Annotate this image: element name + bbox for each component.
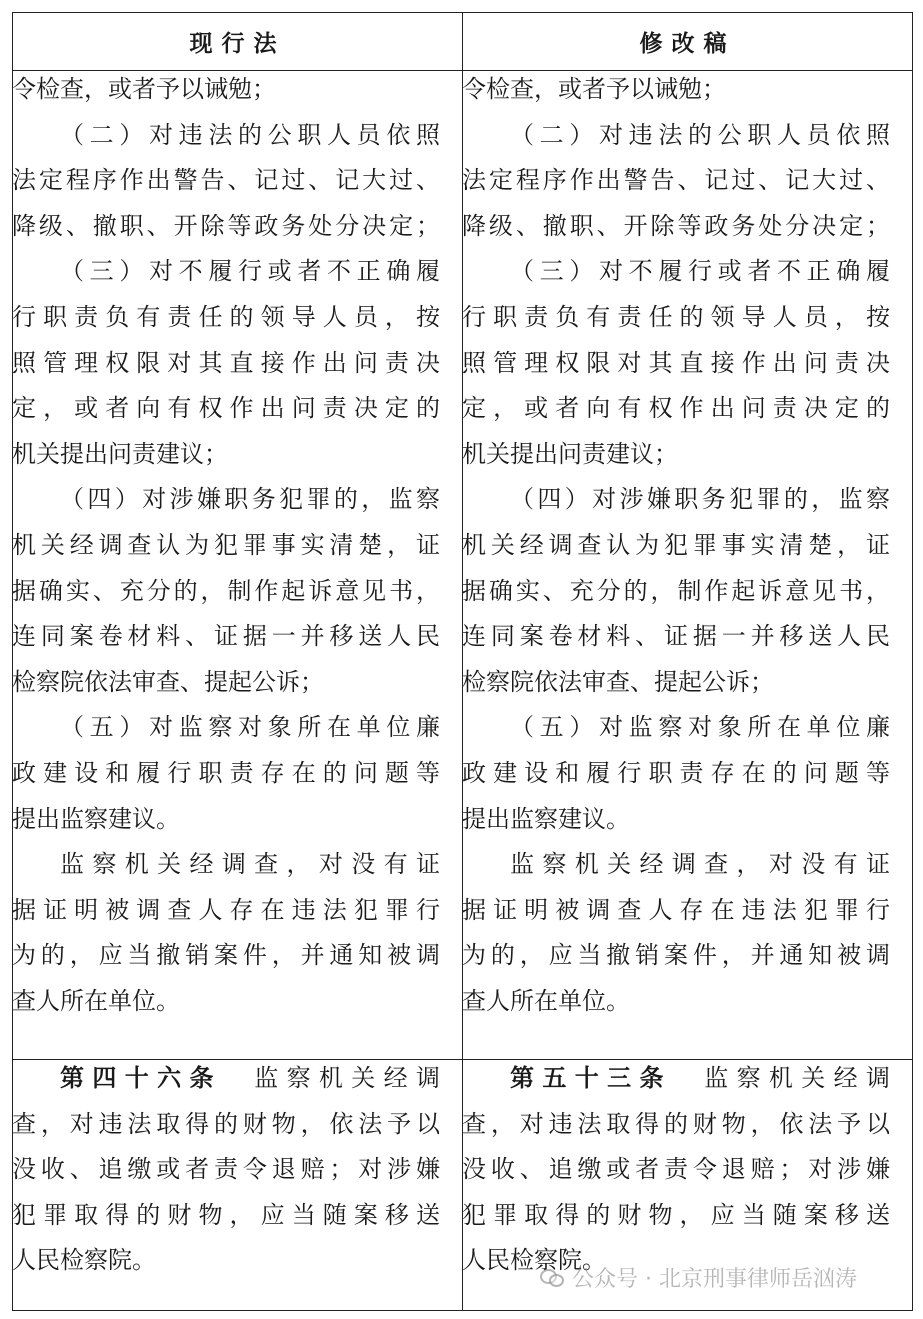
text-line: 机关经调查认为犯罪事实清楚，证 bbox=[12, 530, 440, 559]
text-line: 机关经调查认为犯罪事实清楚，证 bbox=[462, 530, 890, 559]
text-line: 监察机关经调查，对没有证 bbox=[510, 850, 890, 879]
text-line: 据证明被调查人存在违法犯罪行 bbox=[12, 895, 440, 924]
text-line: （三）对不履行或者不正确履 bbox=[60, 257, 440, 286]
text-line: 政建设和履行职责存在的问题等 bbox=[12, 758, 440, 787]
text-line: 照管理权限对其直接作出问责决 bbox=[12, 348, 440, 377]
wechat-icon bbox=[540, 1267, 566, 1289]
text-line: 没收、追缴或者责令退赔；对涉嫌 bbox=[12, 1155, 440, 1184]
text-line: 据确实、充分的，制作起诉意见书， bbox=[12, 576, 440, 605]
row1-right-cell bbox=[462, 67, 890, 1024]
watermark-text: 公众号 · 北京刑事律师岳汹涛 bbox=[572, 1267, 857, 1292]
text-line: 连同案卷材料、证据一并移送人民 bbox=[462, 622, 890, 651]
text-line: 犯罪取得的财物，应当随案移送 bbox=[462, 1200, 890, 1229]
row2-left-cell bbox=[12, 1056, 440, 1284]
row1-left-cell bbox=[12, 67, 440, 1024]
text-line: 行职责负有责任的领导人员，按 bbox=[12, 302, 440, 331]
text-line: （四）对涉嫌职务犯罪的，监察 bbox=[60, 485, 440, 514]
watermark bbox=[540, 1262, 857, 1293]
text-line: （三）对不履行或者不正确履 bbox=[510, 257, 890, 286]
text-line: 行职责负有责任的领导人员，按 bbox=[462, 302, 890, 331]
article-number: 第四十六条 bbox=[60, 1064, 222, 1092]
article-first-line bbox=[12, 1056, 440, 1102]
text-line: 降级、撤职、开除等政务处分决定； bbox=[462, 211, 890, 240]
article-first-line bbox=[462, 1056, 890, 1102]
text-line: （五）对监察对象所在单位廉 bbox=[510, 713, 890, 742]
text-line: 定，或者向有权作出问责决定的 bbox=[462, 394, 890, 423]
row2-right-cell bbox=[462, 1056, 890, 1284]
text-line: 机关提出问责建议； bbox=[462, 439, 678, 468]
text-line: 查，对违法取得的财物，依法予以 bbox=[462, 1109, 890, 1138]
text-line: 查，对违法取得的财物，依法予以 bbox=[12, 1109, 440, 1138]
text-line: 没收、追缴或者责令退赔；对涉嫌 bbox=[462, 1155, 890, 1184]
article-number: 第五十三条 bbox=[510, 1064, 672, 1092]
text-line: 犯罪取得的财物，应当随案移送 bbox=[12, 1200, 440, 1229]
text-line: 法定程序作出警告、记过、记大过、 bbox=[12, 166, 440, 195]
text-line: 令检查，或者予以诫勉； bbox=[12, 75, 276, 103]
text-line: 法定程序作出警告、记过、记大过、 bbox=[462, 166, 890, 195]
text-line: 令检查，或者予以诫勉； bbox=[462, 75, 726, 103]
text-line: 提出监察建议。 bbox=[462, 804, 630, 833]
text-line: 机关提出问责建议； bbox=[12, 439, 228, 468]
text-line: 监察机关经调查，对没有证 bbox=[60, 850, 440, 879]
text-line: 为的，应当撤销案件，并通知被调 bbox=[12, 941, 440, 970]
text-line: 政建设和履行职责存在的问题等 bbox=[462, 758, 890, 787]
text-line: （二）对违法的公职人员依照 bbox=[510, 120, 890, 149]
header-current-law: 现行法 bbox=[189, 31, 286, 57]
header-revised-draft: 修改稿 bbox=[639, 31, 736, 57]
text-line: 降级、撤职、开除等政务处分决定； bbox=[12, 211, 440, 240]
text-line: 人民检察院。 bbox=[12, 1246, 156, 1275]
text-line: 据确实、充分的，制作起诉意见书， bbox=[462, 576, 890, 605]
text-line: 定，或者向有权作出问责决定的 bbox=[12, 394, 440, 423]
article-text: 监察机关经调 bbox=[704, 1064, 890, 1092]
text-line: 人民检察院。 bbox=[462, 1246, 606, 1275]
article-text: 监察机关经调 bbox=[254, 1064, 440, 1092]
text-line: 查人所在单位。 bbox=[462, 986, 630, 1015]
text-line: 检察院依法审查、提起公诉； bbox=[12, 667, 324, 696]
text-line: （二）对违法的公职人员依照 bbox=[60, 120, 440, 149]
text-line: 为的，应当撤销案件，并通知被调 bbox=[462, 941, 890, 970]
text-line: 据证明被调查人存在违法犯罪行 bbox=[462, 895, 890, 924]
text-line: 连同案卷材料、证据一并移送人民 bbox=[12, 622, 440, 651]
text-line: 查人所在单位。 bbox=[12, 986, 180, 1015]
text-line: 提出监察建议。 bbox=[12, 804, 180, 833]
text-line: 照管理权限对其直接作出问责决 bbox=[462, 348, 890, 377]
text-line: （四）对涉嫌职务犯罪的，监察 bbox=[510, 485, 890, 514]
text-line: 检察院依法审查、提起公诉； bbox=[462, 667, 774, 696]
text-line: （五）对监察对象所在单位廉 bbox=[60, 713, 440, 742]
